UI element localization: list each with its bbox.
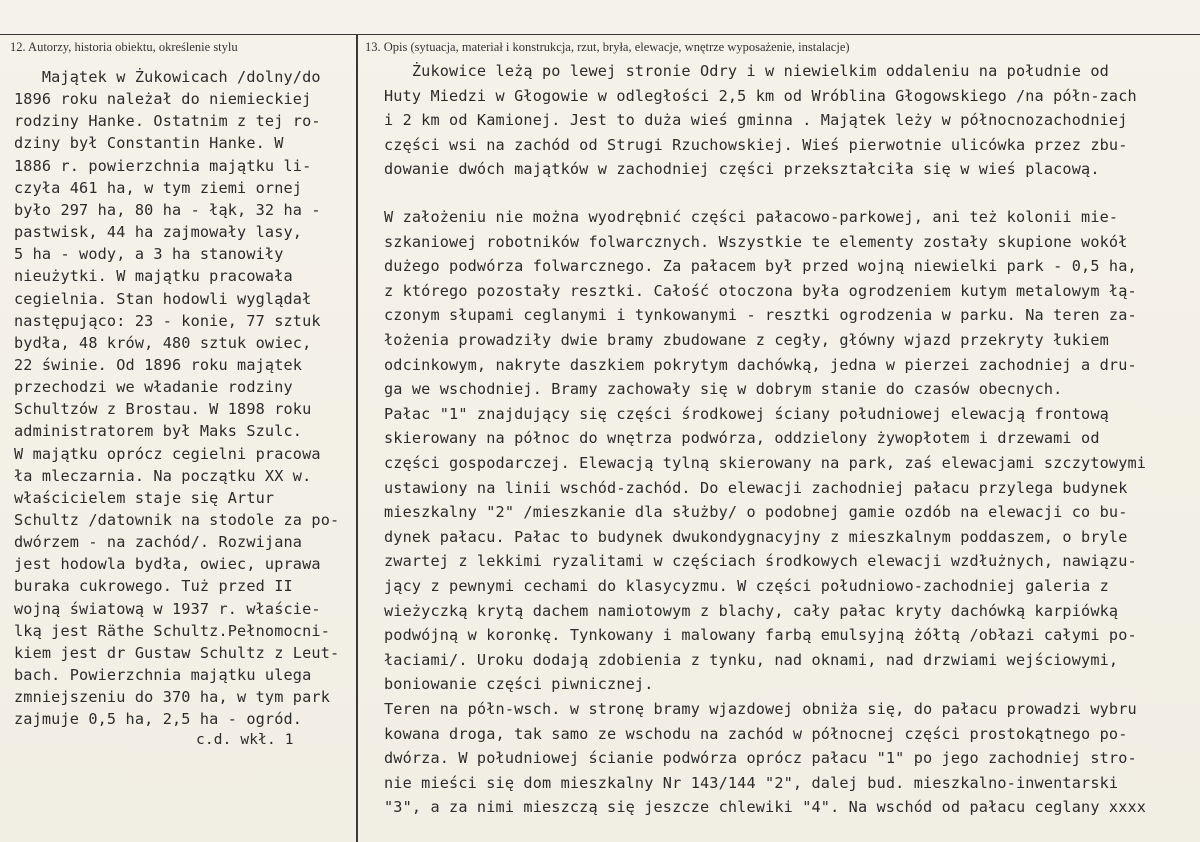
- left-text-line: administratorem był Maks Szulc.: [14, 422, 303, 440]
- left-text-line: Schultz /datownik na stodole za po-: [14, 511, 340, 529]
- left-text-line: przechodzi we władanie rodziny: [14, 378, 293, 396]
- left-text-line: lką jest Räthe Schultz.Pełnomocni-: [14, 622, 330, 640]
- left-text-line: zmniejszeniu do 370 ha, w tym park: [14, 688, 330, 706]
- paragraph-2-line: zwartej z lekkimi ryzalitami w częściach środkowych elewacji wzdłużnych, nawiązu-: [384, 552, 1137, 570]
- paragraph-2-line: łożenia prowadziły dwie bramy zbudowane z cegły, główny wjazd przekryty łukiem: [384, 331, 1109, 349]
- paragraph-2-line: czonym słupami ceglanymi i tynkowanymi - resztki ogrodzenia w parku. Na teren za-: [384, 306, 1137, 324]
- left-text-line: bach. Powierzchnia majątku ulega: [14, 666, 312, 684]
- paragraph-1-line: Huty Miedzi w Głogowie w odległości 2,5 km od Wróblina Głogowskiego /na półn-zach: [384, 87, 1137, 105]
- paragraph-2-line: szkaniowej robotników folwarcznych. Wszystkie te elementy zostały skupione wokół: [384, 233, 1128, 251]
- right-column-header: 13. Opis (sytuacja, materiał i konstrukcja, rzut, bryła, elewacje, wnętrze wyposażenie, instalacje): [365, 40, 850, 54]
- paragraph-2-line: wieżyczką krytą dachem namiotowym z blachy, cały pałac kryty dachówką karpiówką: [384, 602, 1119, 620]
- paragraph-2-line: mieszkalny "2" /mieszkanie dla służby/ o podobnej gamie ozdób na elewacji co bu-: [384, 503, 1128, 521]
- paragraph-2-line: jący z pewnymi cechami do klasycyzmu. W części południowo-zachodniej galeria z: [384, 577, 1109, 595]
- paragraph-1-line: części wsi na zachód od Strugi Rzuchowskiej. Wieś pierwotnie ulicówka przez zbu-: [384, 136, 1128, 154]
- column-divider: [356, 34, 358, 842]
- paragraph-2-line: Teren na półn-wsch. w stronę bramy wjazdowej obniża się, do pałacu prowadzi wybru: [384, 700, 1137, 718]
- left-text-line: dwórzem - na zachód/. Rozwijana: [14, 533, 303, 551]
- left-text-line: bydła, 48 krów, 480 sztuk owiec,: [14, 334, 312, 352]
- left-text-line: właścicielem staje się Artur: [14, 489, 275, 507]
- left-text-line: zajmuje 0,5 ha, 2,5 ha - ogród.: [14, 710, 303, 728]
- paragraph-2-line: łaciami/. Uroku dodają zdobienia z tynku, nad oknami, nad drzwiami wejściowymi,: [384, 651, 1119, 669]
- left-text-line: cegielnia. Stan hodowli wyglądał: [14, 290, 312, 308]
- left-column-header: 12. Autorzy, historia obiektu, określenie stylu: [10, 40, 238, 54]
- paragraph-1-line: dowanie dwóch majątków w zachodniej części przekształciła się w wieś placową.: [384, 160, 1100, 178]
- left-text-line: Schultzów z Brostau. W 1898 roku: [14, 400, 312, 418]
- paragraph-2-line: odcinkowym, nakryte daszkiem pokrytym dachówką, jedna w pierzei zachodniej a dru-: [384, 356, 1137, 374]
- left-text-line: kiem jest dr Gustaw Schultz z Leut-: [14, 644, 340, 662]
- paragraph-2-line: z którego pozostały resztki. Całość otoczona była ogrodzeniem kutym metalowym łą-: [384, 282, 1137, 300]
- left-text-line: W majątku oprócz cegielni pracowa: [14, 445, 321, 463]
- top-rule: [0, 34, 1200, 35]
- paragraph-2-line: kowana droga, tak samo ze wschodu na zachód w północnej części prostokątnego po-: [384, 725, 1128, 743]
- paragraph-2-line: Pałac "1" znajdujący się części środkowej ściany południowej elewacją frontową: [384, 405, 1109, 423]
- left-text-line: czyła 461 ha, w tym ziemi ornej: [14, 179, 303, 197]
- left-text-line: 22 świnie. Od 1896 roku majątek: [14, 356, 303, 374]
- left-text-line: rodziny Hanke. Ostatnim z tej ro-: [14, 112, 321, 130]
- left-text-line: dziny był Constantin Hanke. W: [14, 134, 284, 152]
- paragraph-2-line: ga we wschodniej. Bramy zachowały się w dobrym stanie do czasów obecnych.: [384, 380, 1063, 398]
- left-text-line: następująco: 23 - konie, 77 sztuk: [14, 312, 321, 330]
- paragraph-2-line: "3", a za nimi mieszczą się jeszcze chlewiki "4". Na wschód od pałacu ceglany xxxx: [384, 798, 1147, 816]
- left-text-line: pastwisk, 44 ha zajmowały lasy,: [14, 223, 303, 241]
- left-text-line: ła mleczarnia. Na początku XX w.: [14, 467, 312, 485]
- paragraph-2-line: dużego podwórza folwarcznego. Za pałacem był przed wojną niewielki park - 0,5 ha,: [384, 257, 1137, 275]
- paragraph-2-line: nie mieści się dom mieszkalny Nr 143/144 "2", dalej bud. mieszkalno-inwentarski: [384, 774, 1119, 792]
- paragraph-1-line: Żukowice leżą po lewej stronie Odry i w niewielkim oddaleniu na południe od: [384, 62, 1109, 80]
- paragraph-2-line: ustawiony na linii wschód-zachód. Do elewacji zachodniej pałacu przylega budynek: [384, 479, 1128, 497]
- continuation-note: c.d. wkł. 1: [196, 732, 294, 748]
- left-text-line: Majątek w Żukowicach /dolny/do: [14, 68, 321, 86]
- left-text-line: nieużytki. W majątku pracowała: [14, 267, 293, 285]
- left-text-line: jest hodowla bydła, owiec, uprawa: [14, 555, 321, 573]
- left-text-line: było 297 ha, 80 ha - łąk, 32 ha -: [14, 201, 321, 219]
- left-text-line: buraka cukrowego. Tuż przed II: [14, 577, 293, 595]
- paragraph-2-line: części gospodarczej. Elewacją tylną skierowany na park, zaś elewacjami szczytowymi: [384, 454, 1147, 472]
- left-text-line: 1896 roku należał do niemieckiej: [14, 90, 312, 108]
- paragraph-2-line: W założeniu nie można wyodrębnić części pałacowo-parkowej, ani też kolonii mie-: [384, 208, 1119, 226]
- left-text-line: 1886 r. powierzchnia majątku li-: [14, 157, 312, 175]
- paragraph-2-line: skierowany na północ do wnętrza podwórza, oddzielony żywopłotem i drzewami od: [384, 429, 1100, 447]
- paragraph-2-line: dwórza. W południowej ścianie podwórza oprócz pałacu "1" po jego zachodniej stro-: [384, 749, 1137, 767]
- paragraph-2-line: dynek pałacu. Pałac to budynek dwukondygnacyjny z mieszkalnym poddaszem, o bryle: [384, 528, 1128, 546]
- paragraph-2-line: boniowanie części piwnicznej.: [384, 675, 654, 693]
- left-text-line: wojną światową w 1937 r. właście-: [14, 600, 321, 618]
- paragraph-2-line: podwójną w koronkę. Tynkowany i malowany farbą emulsyjną żółtą /obłazi całymi po-: [384, 626, 1137, 644]
- paragraph-1-line: i 2 km od Kamionej. Jest to duża wieś gminna . Majątek leży w północnozachodniej: [384, 111, 1128, 129]
- left-text-line: 5 ha - wody, a 3 ha stanowiły: [14, 245, 284, 263]
